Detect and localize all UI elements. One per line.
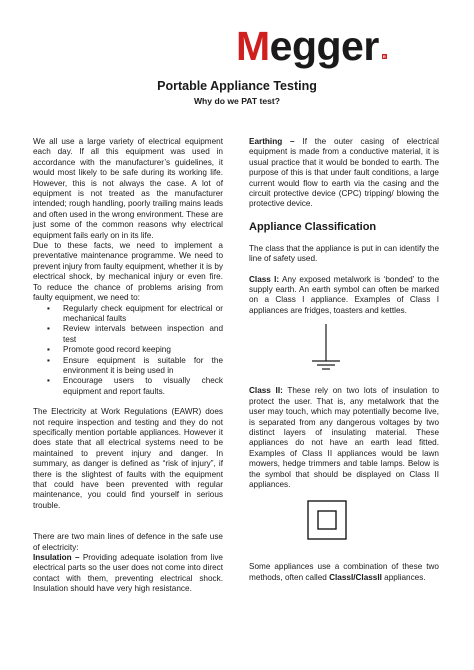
insulation-paragraph (33, 553, 223, 595)
class-ii-label: Class II: (249, 386, 283, 396)
list-item (33, 376, 223, 397)
right-column (249, 137, 439, 583)
bullet-icon: ▪ (47, 355, 50, 365)
class-i-paragraph (249, 275, 439, 317)
class-ii-paragraph (249, 386, 439, 490)
bullet-icon: ▪ (47, 345, 50, 355)
megger-logo (236, 25, 387, 67)
earthing-label: Earthing – (249, 137, 295, 146)
classification-intro: The class that the appliance is put in can identify the line of safety used. (249, 243, 439, 264)
class-ii-text: These rely on two lots of insulation to protect the user. That is, any metalwork that the user may touch, which may potentially become live, is separated from any dangerous voltages by two distinct layers of insulating material. These appliances do not have an earth lead fitted. Examples of Class II appliances would be lawn mowers, hedge trimmers and table lamps. Below is the symbol that should be displayed on Class II appliances. (249, 386, 439, 489)
class-ii-symbol-area (249, 490, 439, 552)
classification-heading: Appliance Classification (249, 220, 377, 233)
page-subtitle: Why do we PAT test? (193, 96, 281, 106)
logo-wordmark (236, 25, 379, 67)
list-item (33, 304, 223, 325)
registered-mark: R (382, 54, 386, 59)
insulation-text: Providing adequate isolation from live electrical parts so the user does not come into direct contact with them, preventing electrical shock. Insulation should have very high resistance. (33, 553, 223, 594)
list-item (33, 356, 223, 377)
page-title: Portable Appliance Testing (157, 79, 317, 93)
class-i-text: Any exposed metalwork is ‘bonded’ to the supply earth. An earth symbol can often be marked on a Class I appliance. Examples of Class I appliances are fridges, toasters and kettles. (249, 274, 439, 315)
combination-text: Some appliances use a combination of these two methods, often called (249, 562, 439, 582)
combination-paragraph (249, 562, 439, 583)
combination-end: appliances. (381, 572, 426, 582)
bullet-icon: ▪ (47, 376, 50, 386)
bullet-icon: ▪ (47, 324, 50, 334)
defence-paragraph: There are two main lines of defence in the safe use of electricity: (33, 532, 223, 552)
earthing-text: If the outer casing of electrical equipment is made from a conductive material, it is usual practice that it would be bonded to earth. The purpose of this is that under fault conditions, a large current would flow to earth via the casing and the circuit protective device (CPC) tripping/ blowing the protective device. (249, 137, 439, 209)
list-item-text: Ensure equipment is suitable for the environment it is being used in (63, 355, 223, 375)
class-ii-double-square-icon (307, 500, 347, 540)
list-item-text: Review intervals between inspection and test (63, 324, 223, 344)
earth-symbol-area (249, 316, 439, 376)
maintenance-paragraph: Due to these facts, we need to implement a preventative maintenance programme. We need to prevent injury from faulty equipment, whether it is by electrical shock, by mechanical injury or even fire. To reduce the chance of problems arising from faulty equipment, we need to: (33, 241, 223, 303)
list-item-text: Regularly check equipment for electrical or mechanical faults (63, 303, 223, 323)
list-item (33, 324, 223, 345)
eawr-paragraph: The Electricity at Work Regulations (EAWR) does not require inspection and testing and they do not specifically mention portable appliances. However it does state that all electrical systems need to be maintained to prevent injury and danger. In summary, as danger is defined as “risk of injury”, if there is the slightest of faults with the equipment that could have been prevented with regular maintenance, you could find yourself in serious trouble. (33, 407, 223, 510)
insulation-label: Insulation – (33, 553, 80, 563)
earthing-paragraph (249, 137, 439, 210)
logo-initial: M (236, 23, 270, 69)
earth-symbol-icon (306, 324, 346, 376)
class-i-label: Class I: (249, 274, 280, 284)
list-item-text: Promote good record keeping (63, 345, 171, 355)
combination-label: ClassI/ClassII (329, 572, 382, 582)
left-column (33, 137, 223, 595)
bullet-icon: ▪ (47, 303, 50, 313)
list-item (33, 345, 223, 355)
logo-rest: egger (269, 23, 379, 69)
list-item-text: Encourage users to visually check equipment and report faults. (63, 376, 223, 396)
intro-paragraph: We all use a large variety of electrical equipment each day. If all this equipment was used in accordance with the manufacturer’s guidelines, it would most likely to be safe during its working life. However, this is not always the case. A lot of equipment is not treated as the manufacturer intended; rough handling, poorly trailing mains leads and often used in the wrong environment. These are just some of the common reasons why electrical equipment fails early on in its life. (33, 137, 223, 240)
maintenance-list (33, 304, 223, 398)
